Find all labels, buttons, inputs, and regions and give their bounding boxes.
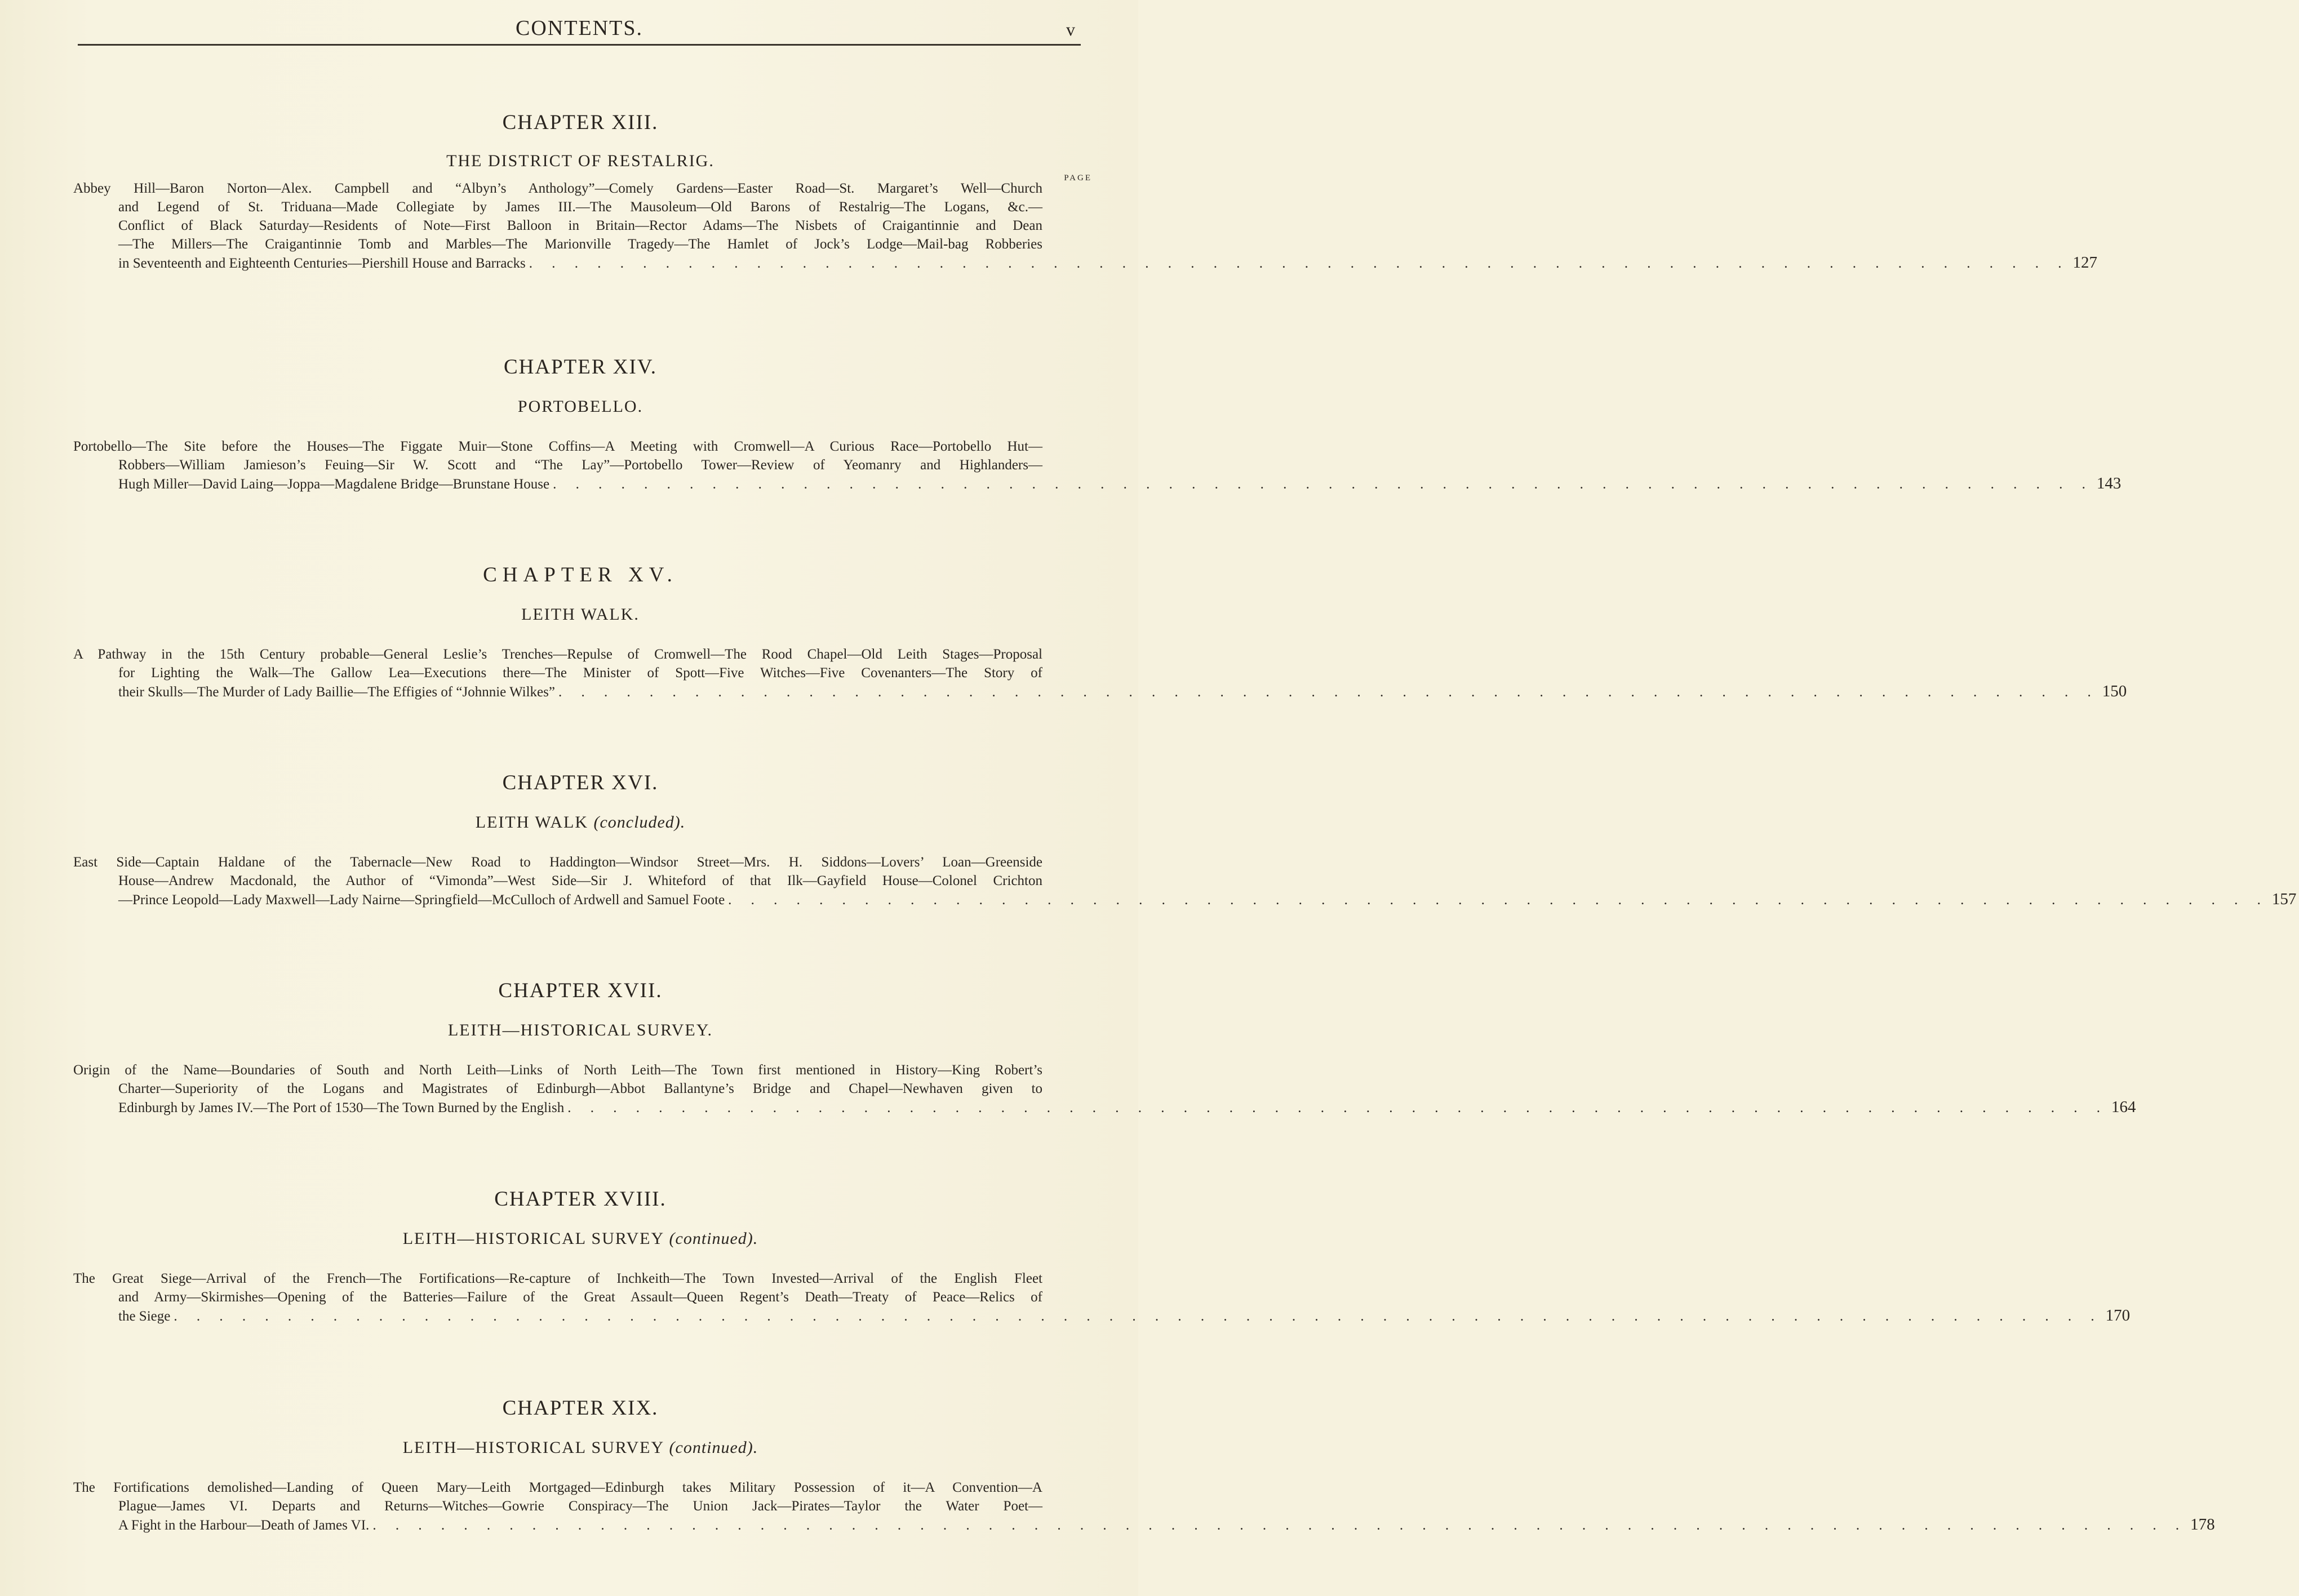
summary-line: The Great Siege—Arrival of the French—The Fortifications—Re-capture of Inchkeith—The Town Invested—Arrival of the English Fleet: [73, 1271, 1042, 1286]
summary-line: their Skulls—The Murder of Lady Baillie—The Effigies of “Johnnie Wilkes”: [118, 684, 555, 700]
summary-line: Charter—Superiority of the Logans and Magistrates of Edinburgh—Abbot Ballantyne’s Bridge and Chapel—Newhaven given to: [118, 1081, 1042, 1096]
running-head: [78, 16, 1081, 44]
summary-line: in Seventeenth and Eighteenth Centuries—Piershill House and Barracks: [118, 256, 526, 271]
running-title: CONTENTS.: [516, 16, 643, 40]
summary-line: East Side—Captain Haldane of the Tabernacle—New Road to Haddington—Windsor Street—Mrs. H. Siddons—Lovers’ Loan—Greenside: [73, 855, 1042, 870]
chapter-heading: CHAPTER XV.: [483, 563, 678, 586]
chapter-subtitle: THE DISTRICT OF RESTALRIG.: [446, 152, 714, 170]
chapter-summary: [73, 437, 2122, 493]
summary-line: Conflict of Black Saturday—Residents of Note—First Balloon in Britain—Rector Adams—The Nisbets of Craigantinnie and Dean: [118, 218, 1042, 233]
subtitle-italic: (continued).: [669, 1438, 758, 1457]
summary-last-line: [73, 474, 2122, 493]
summary-line: Hugh Miller—David Laing—Joppa—Magdalene Bridge—Brunstane House: [118, 477, 550, 492]
dot-leader: . . . . . . . . . . . . . . . . . . . . . . . . . . . . . . . . . . . . . . . . . . . . . . . . . . . . . . . . . . . . . . . . . . . .: [553, 477, 2093, 492]
dot-leader: . . . . . . . . . . . . . . . . . . . . . . . . . . . . . . . . . . . . . . . . . . . . . . . . . . . . . . . . . . . . . . . . . . . . . . . . . . . . . . . . . . . . .: [174, 1309, 2102, 1324]
page-column-label: PAGE: [1064, 174, 1092, 183]
chapter-heading: CHAPTER XIV.: [503, 355, 658, 379]
chapter-heading: CHAPTER XVII.: [498, 979, 663, 1002]
summary-line: the Siege: [118, 1309, 171, 1324]
dot-leader: . . . . . . . . . . . . . . . . . . . . . . . . . . . . . . . . . . . . . . . . . . . . . . . . . . . . . . . . . . . . . . . . . . . . . . . . . . . . . . . .: [372, 1518, 2187, 1533]
summary-line: and Army—Skirmishes—Opening of the Batteries—Failure of the Great Assault—Queen Regent’s Death—Treaty of Peace—Relics of: [118, 1290, 1042, 1305]
chapter-summary: [73, 853, 2297, 909]
chapter-summary: [73, 1061, 2136, 1117]
chapter-subtitle: [73, 811, 1088, 834]
summary-line: A Pathway in the 15th Century probable—General Leslie’s Trenches—Repulse of Cromwell—The Rood Chapel—Old Leith Stages—Proposal: [73, 647, 1042, 662]
dot-leader: . . . . . . . . . . . . . . . . . . . . . . . . . . . . . . . . . . . . . . . . . . . . . . . . . . . . . . . . . . . . . . . . . . . .: [529, 256, 2070, 271]
summary-line: —Prince Leopold—Lady Maxwell—Lady Nairne—Springfield—McCulloch of Ardwell and Samuel Foote: [118, 892, 725, 908]
chapter-xvi: [73, 771, 2297, 909]
subtitle-italic: (concluded).: [593, 813, 686, 832]
chapter-heading: CHAPTER XVI.: [502, 771, 659, 794]
summary-line: and Legend of St. Triduana—Made Collegiate by James III.—The Mausoleum—Old Barons of Restalrig—The Logans, &c.—: [118, 199, 1042, 215]
chapter-heading: CHAPTER XIII.: [502, 111, 659, 134]
summary-last-line: [73, 890, 2297, 909]
summary-line: Plague—James VI. Departs and Returns—Witches—Gowrie Conspiracy—The Union Jack—Pirates—Taylor the Water Poet—: [118, 1499, 1042, 1514]
chapter-subtitle: LEITH WALK.: [521, 605, 640, 624]
chapter-heading: CHAPTER XVIII.: [494, 1188, 667, 1211]
chapter-summary: [73, 1269, 2131, 1325]
summary-line: Abbey Hill—Baron Norton—Alex. Campbell and “Albyn’s Anthology”—Comely Gardens—Easter Road—St. Margaret’s Well—Church: [73, 181, 1042, 196]
dot-leader: . . . . . . . . . . . . . . . . . . . . . . . . . . . . . . . . . . . . . . . . . . . . . . . . . . . . . . . . . . . . . . . . . . . .: [558, 684, 2099, 700]
subtitle-text: LEITH—HISTORICAL SURVEY: [402, 1229, 664, 1248]
chapter-subtitle: [73, 1437, 1088, 1459]
summary-line: House—Andrew Macdonald, the Author of “Vimonda”—West Side—Sir J. Whiteford of that Ilk—Gayfield House—Colonel Crichton: [118, 873, 1042, 888]
page-number: 127: [2072, 254, 2097, 272]
summary-line: Origin of the Name—Boundaries of South and North Leith—Links of North Leith—The Town first mentioned in History—King Robert’s: [73, 1062, 1042, 1078]
page-folio: v: [1066, 19, 1075, 39]
page-number: 157: [2271, 890, 2297, 908]
summary-last-line: [73, 254, 2097, 272]
chapter-xix: [73, 1396, 2215, 1534]
summary-line: —The Millers—The Craigantinnie Tomb and Marbles—The Marionville Tragedy—The Hamlet of Jock’s Lodge—Mail-bag Robberies: [118, 237, 1042, 252]
subtitle-italic: (continued).: [669, 1229, 758, 1248]
summary-last-line: [73, 1098, 2136, 1117]
chapter-summary: [73, 174, 2097, 272]
page-number: 170: [2105, 1306, 2131, 1324]
page-number: 143: [2096, 474, 2122, 492]
chapter-xiv: [73, 355, 2122, 493]
page-number: 178: [2190, 1515, 2215, 1533]
page-number: 164: [2111, 1098, 2136, 1116]
chapter-summary: [73, 645, 2127, 701]
dot-leader: . . . . . . . . . . . . . . . . . . . . . . . . . . . . . . . . . . . . . . . . . . . . . . . . . . . . . . . . . . . . . . . . . . . .: [728, 892, 2269, 908]
subtitle-text: LEITH WALK: [475, 813, 588, 832]
chapter-xv: [73, 563, 2127, 701]
chapter-summary: [73, 1478, 2215, 1534]
summary-line: A Fight in the Harbour—Death of James VI.: [118, 1518, 370, 1533]
summary-line: Portobello—The Site before the Houses—The Figgate Muir—Stone Coffins—A Meeting with Cromwell—A Curious Race—Portobello Hut—: [73, 439, 1042, 454]
header-rule: [78, 44, 1081, 46]
summary-line: Edinburgh by James IV.—The Port of 1530—The Town Burned by the English: [118, 1100, 565, 1115]
page-number: 150: [2102, 682, 2127, 700]
chapter-xiii: [73, 110, 2097, 272]
chapter-subtitle: LEITH—HISTORICAL SURVEY.: [447, 1021, 713, 1039]
summary-line: The Fortifications demolished—Landing of Queen Mary—Leith Mortgaged—Edinburgh takes Military Possession of it—A Convention—A: [73, 1480, 1042, 1495]
subtitle-text: LEITH—HISTORICAL SURVEY: [402, 1438, 664, 1457]
chapter-xviii: [73, 1187, 2131, 1325]
chapter-xvii: [73, 979, 2136, 1117]
chapter-heading: CHAPTER XIX.: [502, 1397, 659, 1420]
chapter-subtitle: PORTOBELLO.: [517, 397, 643, 416]
chapter-subtitle: [73, 1228, 1088, 1250]
dot-leader: . . . . . . . . . . . . . . . . . . . . . . . . . . . . . . . . . . . . . . . . . . . . . . . . . . . . . . . . . . . . . . . . . . . .: [567, 1100, 2108, 1115]
summary-line: Robbers—William Jamieson’s Feuing—Sir W. Scott and “The Lay”—Portobello Tower—Review of Yeomanry and Highlanders—: [118, 457, 1042, 473]
summary-last-line: [73, 682, 2127, 701]
summary-line: for Lighting the Walk—The Gallow Lea—Executions there—The Minister of Spott—Five Witches—Five Covenanters—The Story of: [118, 665, 1042, 681]
summary-last-line: [73, 1306, 2131, 1325]
summary-last-line: [73, 1515, 2215, 1534]
